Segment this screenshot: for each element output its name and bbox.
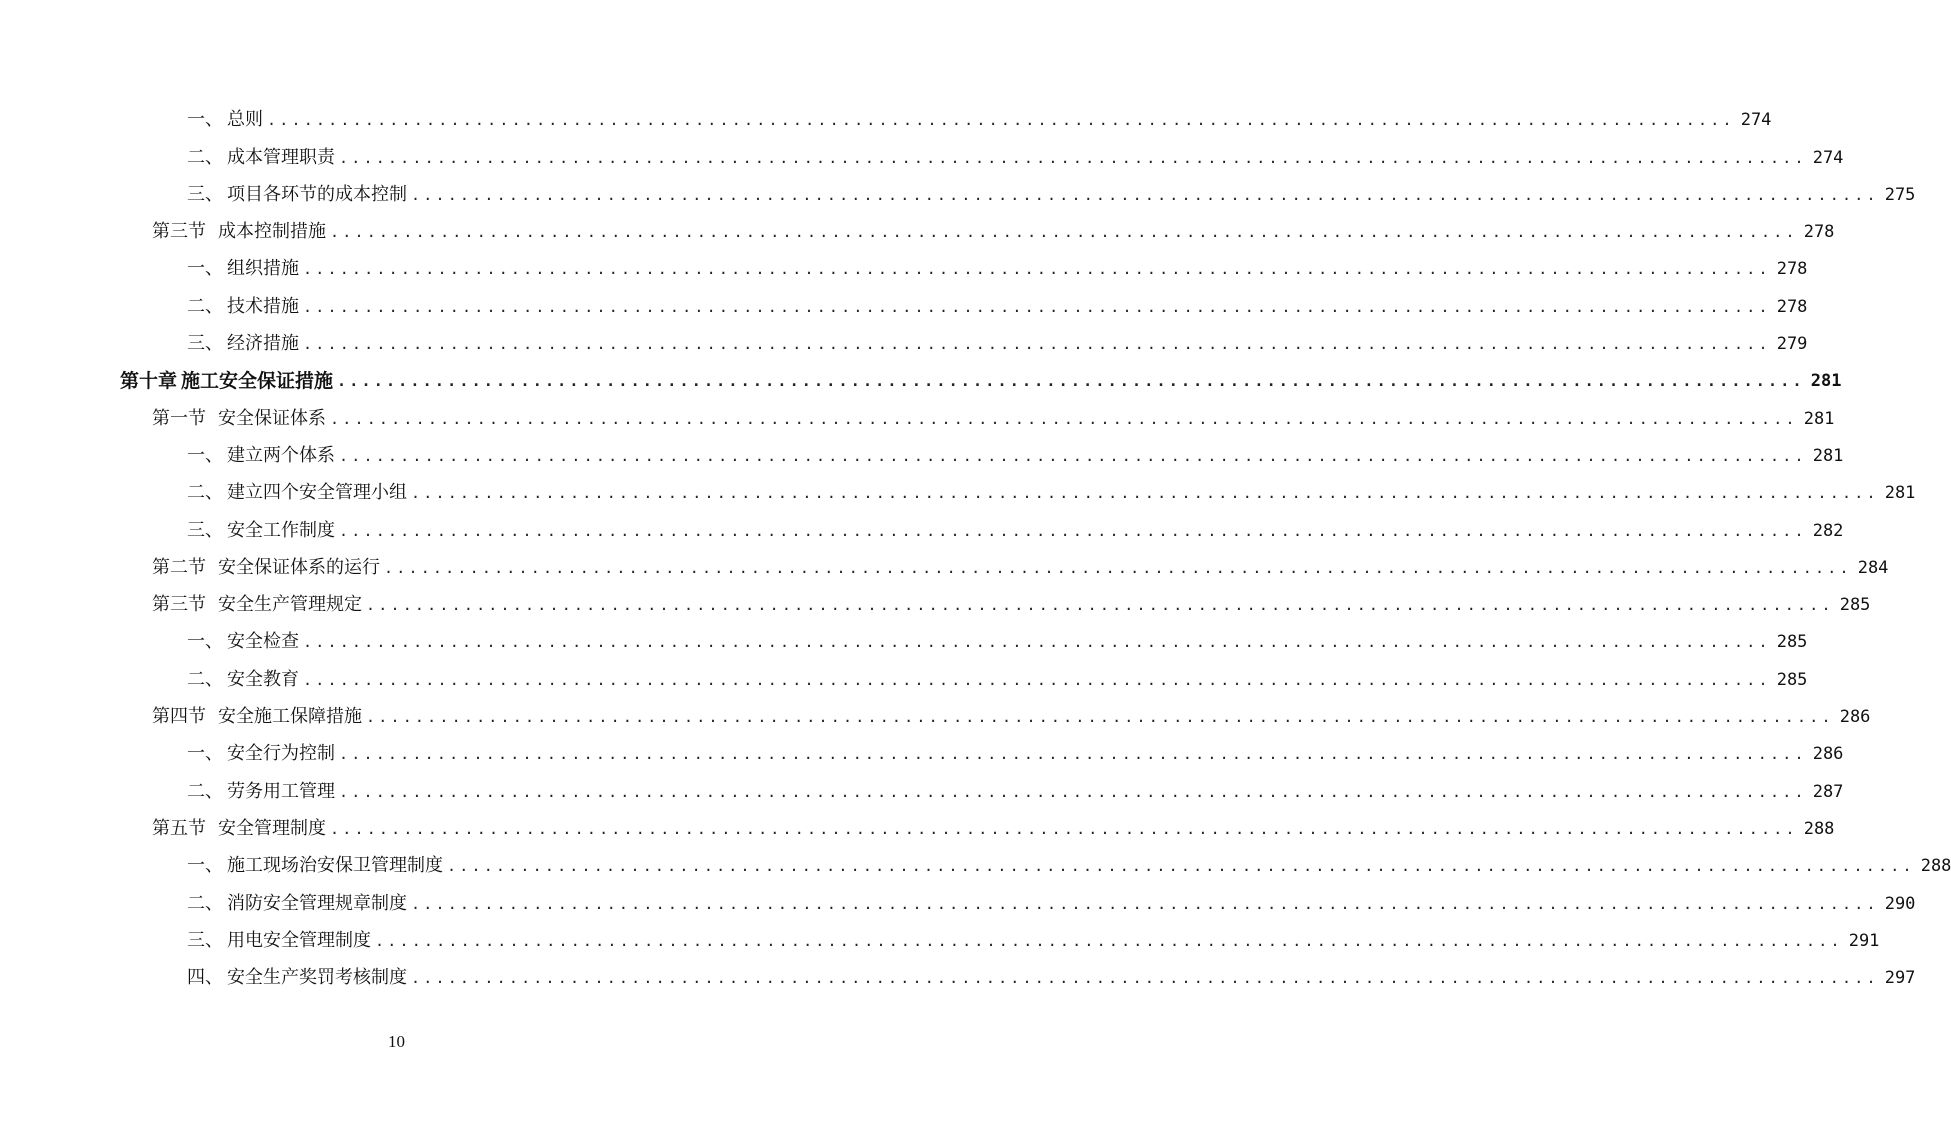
toc-entry-title: 施工安全保证措施: [181, 370, 334, 393]
toc-entry-section[interactable]: [0, 697, 1871, 734]
toc-entry-page: 281: [1803, 408, 1835, 429]
toc-entry[interactable]: [0, 100, 1772, 137]
toc-entry-page: 287: [1812, 781, 1844, 802]
toc-entry-title: 消防安全管理规章制度: [227, 892, 407, 914]
toc-entry[interactable]: [0, 883, 1916, 920]
table-of-contents: [0, 100, 1951, 995]
page-number: 10: [388, 1032, 405, 1051]
toc-entry[interactable]: [0, 436, 1844, 473]
toc-entry-page: 288: [1803, 818, 1835, 839]
toc-dot-leader: ........................................................................................................................: [330, 409, 1798, 428]
toc-entry-title: 建立两个体系: [227, 444, 335, 466]
toc-dot-leader: ........................................................................................................................: [339, 148, 1807, 167]
toc-entry-title: 安全管理制度: [218, 817, 326, 839]
toc-entry-number: 二、: [187, 295, 223, 317]
toc-dot-leader: ........................................................................................................................: [366, 708, 1834, 727]
toc-entry-section[interactable]: [0, 809, 1835, 846]
toc-entry-number: 第四节: [152, 706, 206, 728]
toc-entry-chapter[interactable]: [0, 361, 1842, 398]
toc-dot-leader: ........................................................................................................................: [366, 596, 1834, 615]
toc-entry-section[interactable]: [0, 398, 1835, 435]
toc-entry-page: 281: [1810, 371, 1842, 392]
toc-entry[interactable]: [0, 473, 1916, 510]
toc-dot-leader: ........................................................................................................................: [411, 969, 1879, 988]
toc-entry-number: 一、: [187, 258, 223, 280]
toc-dot-leader: ........................................................................................................................: [339, 745, 1807, 764]
toc-entry-number: 第五节: [152, 817, 206, 839]
toc-dot-leader: ........................................................................................................................: [303, 260, 1771, 279]
toc-entry-page: 290: [1884, 893, 1916, 914]
toc-entry-page: 279: [1776, 334, 1808, 355]
toc-entry-title: 安全行为控制: [227, 743, 335, 765]
toc-entry-page: 282: [1812, 520, 1844, 541]
toc-entry-page: 278: [1776, 296, 1808, 317]
toc-entry-title: 建立四个安全管理小组: [227, 482, 407, 504]
toc-entry-title: 安全工作制度: [227, 519, 335, 541]
toc-entry-title: 项目各环节的成本控制: [227, 183, 407, 205]
toc-dot-leader: ........................................................................................................................: [303, 297, 1771, 316]
toc-entry-page: 286: [1839, 707, 1871, 728]
toc-entry-title: 安全保证体系的运行: [218, 556, 380, 578]
toc-entry-page: 275: [1884, 184, 1916, 205]
toc-dot-leader: ........................................................................................................................: [330, 223, 1798, 242]
toc-entry-title: 技术措施: [227, 295, 299, 317]
toc-entry-section[interactable]: [0, 585, 1871, 622]
toc-entry-number: 一、: [187, 109, 223, 131]
toc-entry-title: 劳务用工管理: [227, 780, 335, 802]
toc-dot-leader: ........................................................................................................................: [375, 931, 1843, 950]
toc-entry-number: 二、: [187, 668, 223, 690]
toc-entry[interactable]: [0, 324, 1808, 361]
toc-entry-number: 一、: [187, 743, 223, 765]
toc-entry-page: 288: [1920, 856, 1951, 877]
toc-entry-number: 三、: [187, 519, 223, 541]
toc-entry-page: 278: [1776, 259, 1808, 280]
toc-dot-leader: ........................................................................................................................: [339, 782, 1807, 801]
toc-entry-page: 285: [1776, 632, 1808, 653]
toc-entry-page: 278: [1803, 222, 1835, 243]
toc-entry-number: 第三节: [152, 594, 206, 616]
toc-entry-title: 安全教育: [227, 668, 299, 690]
toc-dot-leader: ........................................................................................................................: [303, 670, 1771, 689]
toc-entry-title: 安全生产管理规定: [218, 594, 362, 616]
toc-entry[interactable]: [0, 249, 1808, 286]
toc-entry-number: 一、: [187, 631, 223, 653]
toc-entry-title: 经济措施: [227, 333, 299, 355]
toc-entry[interactable]: [0, 622, 1808, 659]
toc-entry-number: 三、: [187, 183, 223, 205]
toc-entry[interactable]: [0, 137, 1844, 174]
toc-entry-number: 第三节: [152, 221, 206, 243]
toc-entry[interactable]: [0, 958, 1916, 995]
toc-entry-title: 用电安全管理制度: [227, 929, 371, 951]
toc-dot-leader: ........................................................................................................................: [303, 335, 1771, 354]
toc-dot-leader: ........................................................................................................................: [330, 819, 1798, 838]
toc-entry-title: 安全施工保障措施: [218, 706, 362, 728]
toc-entry-title: 成本管理职责: [227, 146, 335, 168]
toc-entry-page: 286: [1812, 744, 1844, 765]
toc-entry[interactable]: [0, 771, 1844, 808]
toc-dot-leader: ........................................................................................................................: [411, 484, 1879, 503]
toc-entry-number: 第二节: [152, 556, 206, 578]
toc-entry[interactable]: [0, 734, 1844, 771]
toc-entry-page: 297: [1884, 968, 1916, 989]
toc-entry-title: 组织措施: [227, 258, 299, 280]
toc-entry-page: 284: [1857, 557, 1889, 578]
toc-entry-page: 274: [1740, 110, 1772, 131]
toc-entry-title: 安全生产奖罚考核制度: [227, 967, 407, 989]
toc-entry-page: 281: [1812, 445, 1844, 466]
toc-entry-number: 第十章: [120, 370, 178, 393]
toc-entry-number: 二、: [187, 892, 223, 914]
toc-dot-leader: ........................................................................................................................: [447, 857, 1915, 876]
toc-entry-number: 四、: [187, 967, 223, 989]
toc-entry-page: 285: [1776, 669, 1808, 690]
toc-entry-title: 成本控制措施: [218, 221, 326, 243]
toc-entry-number: 二、: [187, 146, 223, 168]
toc-dot-leader: ........................................................................................................................: [411, 185, 1879, 204]
toc-entry-title: 安全保证体系: [218, 407, 326, 429]
toc-entry-section[interactable]: [0, 548, 1889, 585]
toc-entry-page: 285: [1839, 595, 1871, 616]
toc-entry-section[interactable]: [0, 212, 1835, 249]
toc-entry-title: 总则: [227, 109, 263, 131]
toc-entry-page: 281: [1884, 483, 1916, 504]
toc-entry-number: 三、: [187, 333, 223, 355]
toc-entry-page: 274: [1812, 147, 1844, 168]
toc-dot-leader: ........................................................................................................................: [303, 633, 1771, 652]
toc-dot-leader: ........................................................................................................................: [339, 446, 1807, 465]
toc-entry[interactable]: [0, 510, 1844, 547]
toc-entry-number: 一、: [187, 444, 223, 466]
toc-dot-leader: ........................................................................................................................: [411, 894, 1879, 913]
toc-dot-leader: ........................................................................................................................: [267, 111, 1735, 130]
toc-entry-number: 一、: [187, 855, 223, 877]
toc-entry-title: 安全检查: [227, 631, 299, 653]
toc-entry[interactable]: [0, 175, 1916, 212]
toc-entry-number: 二、: [187, 780, 223, 802]
toc-entry[interactable]: [0, 659, 1808, 696]
toc-entry-number: 二、: [187, 482, 223, 504]
toc-entry-number: 三、: [187, 929, 223, 951]
toc-entry-number: 第一节: [152, 407, 206, 429]
toc-entry[interactable]: [0, 286, 1808, 323]
toc-entry-page: 291: [1848, 930, 1880, 951]
toc-entry[interactable]: [0, 921, 1880, 958]
toc-dot-leader: ........................................................................................................................: [339, 521, 1807, 540]
toc-dot-leader: ........................................................................................................................: [337, 372, 1805, 391]
toc-entry-title: 施工现场治安保卫管理制度: [227, 855, 443, 877]
toc-dot-leader: ........................................................................................................................: [384, 558, 1852, 577]
toc-entry[interactable]: [0, 846, 1951, 883]
